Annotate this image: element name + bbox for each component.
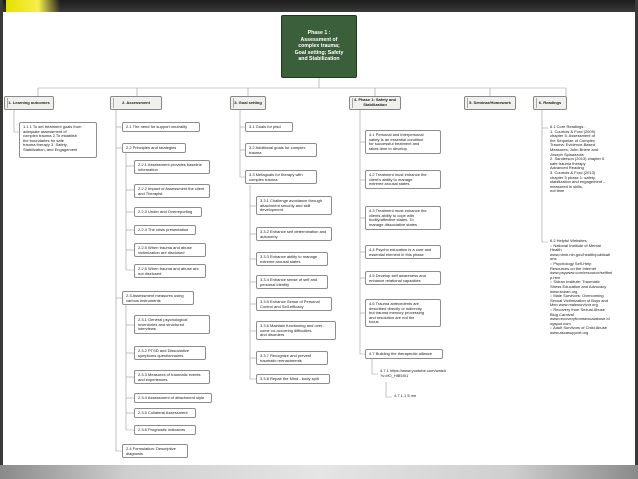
topic-2-3-6[interactable]: 2.3.6 Prognostic indicators xyxy=(134,425,196,435)
topic-2-2-5[interactable]: 2.2.5 When trauma and abuse victimization are disclosed xyxy=(134,243,206,257)
topic-2-3[interactable]: 2.3 Assessment measures using various instruments xyxy=(122,291,194,305)
topic-2-2-3[interactable]: 2.2.3 Under and Overreporting xyxy=(134,207,202,217)
topic-2-2-1[interactable]: 2.2.1 Assessment provides baseline information xyxy=(134,160,210,174)
topic-2-2-6[interactable]: 2.2.6 When trauma and abuse are not disclosed xyxy=(134,264,206,278)
topic-3-1[interactable]: 3.1 Goals for ptsd xyxy=(245,122,293,132)
branch-learning-outcomes[interactable]: 1. Learning outcomes xyxy=(4,96,54,110)
topic-6-2[interactable]: 6.2 Helpful Websites :: National Institute of Mental Health www.nimh.nih.gov/health/publicati ons :: Psychology Self-Help Resources on the Internet www.psywww.com/resource/selfhel p.htm :: Sidran Institute: Traumatic Stress Education and Advocacy www.sidran.org :: Male Survivors: Overcoming Sexual Victimization of Boys and Men www.malesurvivor.org :: Recovery from Sexual Abuse Blog Carnival www.recoveryfromsexualabuse.bl ogspot.com :: Adult Survivors of Child Abuse www.ascasupport.org xyxy=(550,238,613,335)
topic-2-1[interactable]: 2.1 The need for support neutrality xyxy=(122,122,200,132)
topic-3-2[interactable]: 3.2 Additional goals for complex trauma xyxy=(245,143,317,157)
topic-2-3-5[interactable]: 2.3.5 Collateral Assessment xyxy=(134,408,196,418)
topic-4-7-1[interactable]: 4.7.1 https://www.youtube.com/watch ?v=lfO_HlB5Xi1 xyxy=(380,368,447,378)
topic-4-7-1-1[interactable]: 4.7.1.1 5 mn xyxy=(394,393,417,398)
topic-2-2-4[interactable]: 2.2.4 The crisis presentation xyxy=(134,225,196,235)
topic-3-3-7[interactable]: 3.3.7 Recognize and prevent traumatic reenactments xyxy=(256,351,328,365)
topic-2-3-2[interactable]: 2.3.2 PTSD and Dissociative symptoms questionnaires xyxy=(134,346,206,360)
branch-seminar-homework[interactable]: 5. Seminar/Homework xyxy=(464,96,516,110)
topic-2-2-2[interactable]: 2.2.2 Impact of Assessment the client and Therapist xyxy=(134,184,210,198)
topic-2-3-3[interactable]: 2.3.3 Measures of traumatic events and experiences xyxy=(134,370,210,384)
topic-1-1[interactable]: 1.1 1 To set treatment goals from adequate assessment of complex trauma 2.To establish the boundaries for safe trauma therapy 3. Safety, Stabilization, and Engagement xyxy=(19,122,97,158)
topic-4-2[interactable]: 4.2 Treatment must enhance the client's ability to manage extreme arousal states xyxy=(365,170,441,189)
topic-3-3-1[interactable]: 3.3.1 Challenge avoidance through attachment security and skill development xyxy=(256,196,332,215)
topic-3-3-4[interactable]: 3.3.4 Enhance sense of self and personal identity xyxy=(256,275,328,289)
topic-3-3-6[interactable]: 3.3.6 Maintain functioning and over- come co-occurring difficulties and disorders xyxy=(256,321,336,340)
topic-3-3[interactable]: 3.3 Metagoals for therapy with complex trauma xyxy=(245,170,317,184)
topic-4-5[interactable]: 4.5 Develop self awareness and enhance relational capacities xyxy=(365,271,441,285)
topic-3-3-3[interactable]: 3.3.3 Enhance ability to manage extreme arousal states xyxy=(256,252,328,266)
topic-2-3-1[interactable]: 2.3.1 General psychological inventories and structured interviews xyxy=(134,315,210,334)
branch-phase1-safety[interactable]: 4. Phase 1: Safety and Stabilization xyxy=(349,96,401,110)
topic-4-7[interactable]: 4.7 Building the therapeutic alliance xyxy=(365,349,443,359)
topic-3-3-5[interactable]: 3.3.5 Enhance Sense of Personal Control and Self-efficacy xyxy=(256,297,332,311)
topic-4-4[interactable]: 4.4 Psycho education is a core and essential element in this phase xyxy=(365,245,441,259)
branch-assessment[interactable]: 2. Assessment xyxy=(110,96,162,110)
topic-2-3-4[interactable]: 2.3.4 Assessment of attachment style xyxy=(134,393,212,403)
topic-4-3[interactable]: 4.3 Treatment must enhance the clients ability to cope with bodily/affective states. To manage dissociative states xyxy=(365,206,441,230)
branch-readings[interactable]: 6. Readings xyxy=(533,96,567,110)
topic-2-4[interactable]: 2.4 Formulation: Descriptive diagnosis xyxy=(122,444,188,458)
topic-2-2[interactable]: 2.2 Principles and strategies xyxy=(122,143,186,153)
branch-goal-setting[interactable]: 3. Goal setting xyxy=(230,96,266,110)
topic-6-1[interactable]: 6.1 Core Readings : 1. Courtois & Ford (2009) chapter 5: Assessment of the Sequelae of Complex Trauma: Evidence-Based Measures; John Briere and Joseph Spinazzola 2. Sanderson (2013) chapter 5 safe trauma therapy Advanced Reading 3. Courtois & Ford (2013) chapter 5 phase 1: safety, stabilization and engagement – measured in skills, not time xyxy=(550,124,606,194)
topic-3-3-2[interactable]: 3.3.2 Enhance self determination and autonomy xyxy=(256,227,332,241)
root-topic[interactable]: Phase 1 : Assessment of complex trauma; Goal setting; Safety and Stabilization xyxy=(281,15,357,78)
slide-bottom-bar xyxy=(0,465,638,479)
topic-3-3-8[interactable]: 3.3.8 Repair the Mind - body split xyxy=(256,374,330,384)
topic-4-6[interactable]: 4.6 Trauma antecedents are described directly or indirectly, but trauma memory processing and resolution are not the focus. xyxy=(365,299,441,327)
topic-4-1[interactable]: 4.1 Personal and interpersonal safety is an essential condition for successful treatment and takes time to develop xyxy=(365,130,441,154)
